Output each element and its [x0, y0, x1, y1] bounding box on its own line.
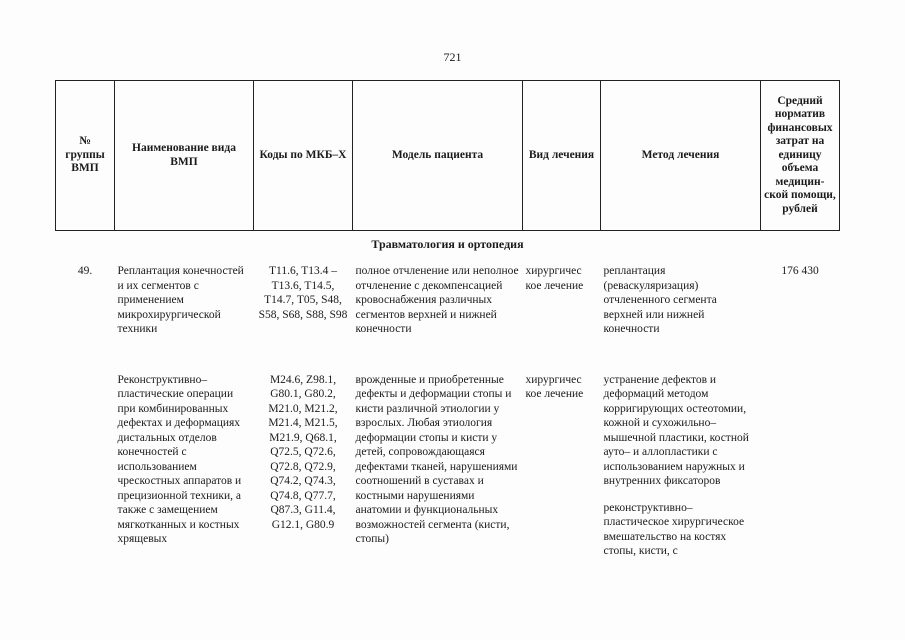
- section-title: Травматология и ортопедия: [371, 237, 524, 251]
- treatment-method-text-2: реконструктивно–пластическое хирургическое вмешательство на костях стопы, кисти, с: [603, 501, 745, 557]
- table-row: [56, 369, 840, 563]
- vmp-name: Реплантация конечностей и их сегментов с применением микрохирургической техники: [117, 265, 244, 335]
- cost: [761, 369, 840, 563]
- treatment-type: хирургичес кое лечение: [525, 373, 584, 400]
- header-vmp-name: Наименование вида ВМП: [115, 81, 254, 231]
- section-row: [56, 231, 840, 261]
- header-row: [56, 81, 840, 231]
- patient-model: врожденные и приобретенные дефекты и деформации стопы и кисти различной этиологии у взрослых. Любая этиология деформации стопы и кисти у детей, сопровождающаяся дефектами тканей, нарушениями соотношений в суставах и костными нарушениями анатомии и функциональных возможностей сегмента (кисти, стопы): [355, 373, 518, 545]
- icd-codes: T11.6, T13.4 – T13.6, T14.5, T14.7, T05, S48, S58, S68, S88, S98: [258, 265, 348, 321]
- treatment-method: [601, 369, 761, 563]
- group-number: 49.: [77, 265, 93, 277]
- icd-codes: M24.6, Z98.1, G80.1, G80.2, M21.0, M21.2, M21.4, M21.5, M21.9, Q68.1, Q72.5, Q72.6, Q72.8, Q72.9, Q74.2, Q74.3, Q74.8, Q77.7, Q87.3, G11.4, G12.1, G80.9: [268, 373, 338, 531]
- header-patient-model: Модель пациента: [353, 81, 523, 231]
- header-treatment-method: Метод лечения: [601, 81, 761, 231]
- header-icd-codes: Коды по МКБ–Х: [254, 81, 353, 231]
- page-number: 721: [443, 50, 462, 64]
- treatment-method-text: устранение дефектов и деформаций методом корригирующих остеотомии, кожной и сухожильно–мышечной пластики, костной ауто– и аллопластики с использованием наружных и внутренних фиксаторов: [603, 373, 749, 487]
- treatment-type: хирургичес кое лечение: [525, 265, 584, 292]
- header-treatment-type: Вид лечения: [523, 81, 601, 231]
- treatment-method: [601, 260, 761, 341]
- vmp-name: Реконструктивно–пластические операции при комбинированных дефектах и деформациях дистальных отделов конечностей с использованием чрескостных аппаратов и прецизионной техники, а также с замещением мягкотканных и костных хрящевых: [117, 373, 242, 545]
- treatment-method-text: реплантация (реваскуляризация) отчлененного сегмента верхней или нижней конечности: [603, 265, 717, 335]
- header-cost: Средний норматив финансовых затрат на единицу объема медицин-ской помощи, рублей: [761, 81, 840, 231]
- row-spacer: [56, 341, 840, 369]
- header-group-number: № группы ВМП: [56, 81, 115, 231]
- vmp-table: [55, 80, 840, 563]
- table-row: [56, 260, 840, 341]
- group-number: [56, 369, 115, 563]
- patient-model: полное отчленение или неполное отчленение с декомпенсацией кровоснабжения различных сегментов верхней и нижней конечности: [355, 265, 519, 335]
- cost: 176 430: [781, 265, 819, 277]
